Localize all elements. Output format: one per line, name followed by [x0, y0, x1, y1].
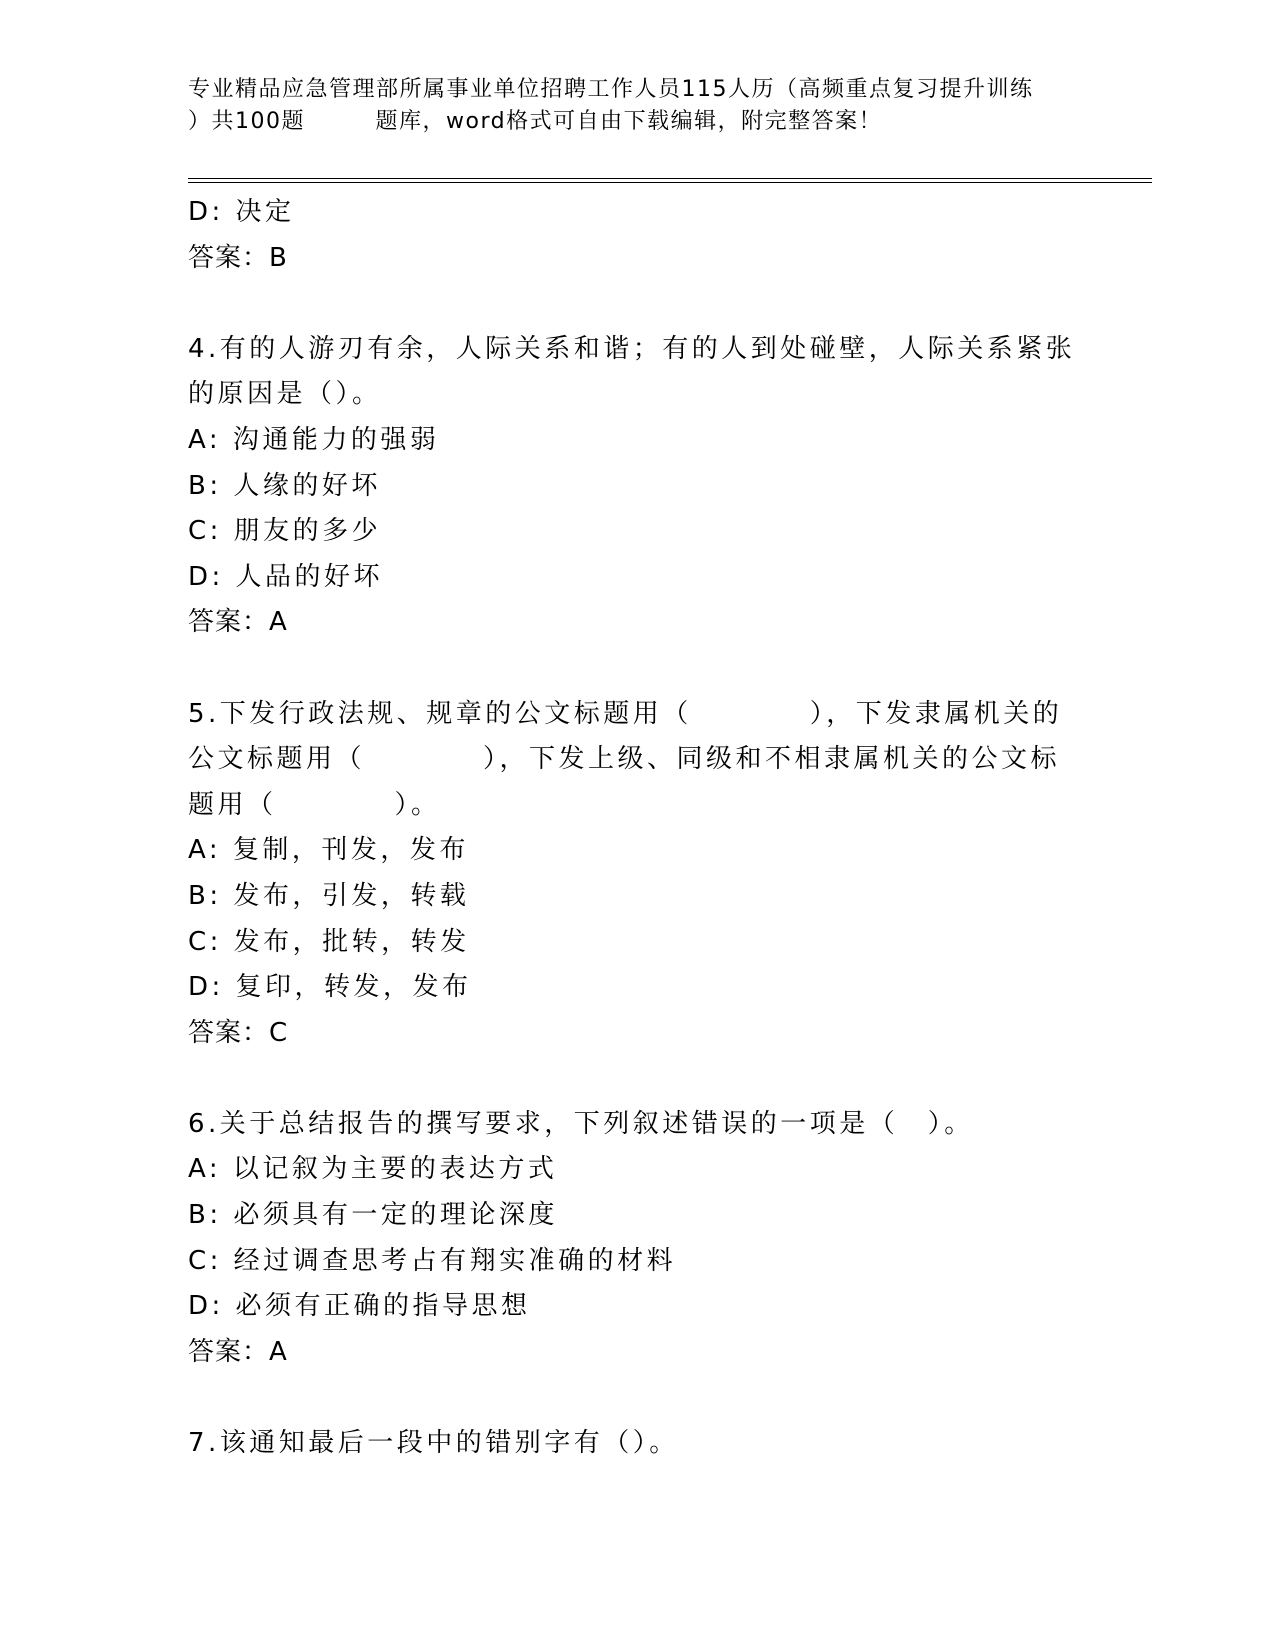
spacer	[188, 281, 1068, 327]
option-d: D: 人品的好坏	[188, 561, 384, 592]
header-line-2: ）共100题 题库，word格式可自由下载编辑，附完整答案！	[188, 109, 883, 134]
question-block-7	[188, 1421, 1068, 1467]
answer-label: 答案：B	[188, 242, 288, 273]
answer-label: 答案：C	[188, 1017, 289, 1048]
answer-label: 答案：A	[188, 607, 288, 638]
option-a: A: 复制，刊发，发布	[188, 835, 469, 866]
option-b: B: 必须具有一定的理论深度	[188, 1200, 558, 1231]
option-d: D: 必须有正确的指导思想	[188, 1291, 531, 1322]
option-b: B: 发布，引发，转载	[188, 880, 470, 911]
question-list	[188, 190, 1076, 1467]
option-d: D: 决定	[188, 197, 295, 227]
question-stem-cont: 的原因是（）。	[188, 379, 382, 410]
question-stem: 5.下发行政法规、规章的公文标题用（ ），下发隶属机关的	[188, 698, 1063, 729]
spacer	[188, 1056, 1068, 1102]
option-a: A: 以记叙为主要的表达方式	[188, 1154, 558, 1185]
question-stem-cont: 题用（ ）。	[188, 789, 441, 820]
spacer	[188, 646, 1068, 692]
option-a: A: 沟通能力的强弱	[188, 424, 440, 455]
header-line-1: 专业精品应急管理部所属事业单位招聘工作人员115人历（高频重点复习提升训练	[188, 77, 1034, 102]
question-block-4	[188, 327, 1076, 646]
option-d: D: 复印，转发，发布	[188, 972, 472, 1003]
option-c: C: 朋友的多少	[188, 516, 382, 547]
option-b: B: 人缘的好坏	[188, 470, 381, 501]
page-header	[188, 74, 1088, 138]
header-rule-top	[188, 178, 1152, 179]
option-c: C: 经过调查思考占有翔实准确的材料	[188, 1245, 677, 1276]
option-c: C: 发布，批转，转发	[188, 926, 470, 957]
question-stem-cont: 公文标题用（ ），下发上级、同级和不相隶属机关的公文标	[188, 744, 1061, 775]
question-block-3-tail	[188, 190, 1068, 281]
answer-label: 答案：A	[188, 1336, 288, 1367]
question-block-5	[188, 692, 1068, 1057]
question-stem: 7.该通知最后一段中的错别字有（）。	[188, 1428, 679, 1459]
question-stem: 4.有的人游刃有余，人际关系和谐；有的人到处碰壁，人际关系紧张	[188, 333, 1076, 364]
spacer	[188, 1375, 1068, 1421]
header-rule-bottom	[188, 182, 1152, 183]
question-stem: 6.关于总结报告的撰写要求，下列叙述错误的一项是（ ）。	[188, 1108, 974, 1139]
question-block-6	[188, 1102, 1068, 1376]
